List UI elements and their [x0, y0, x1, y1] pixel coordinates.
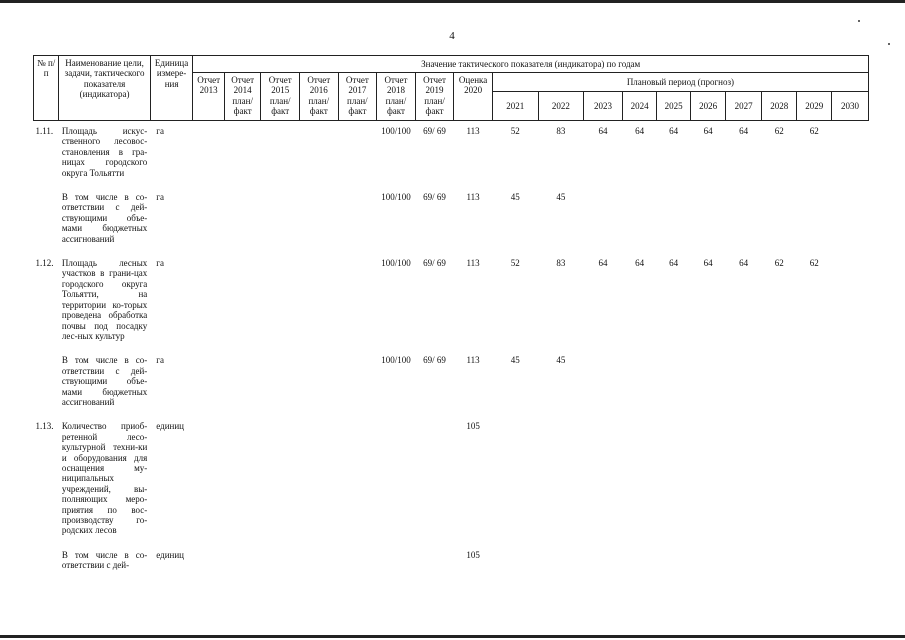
value-cell — [492, 546, 538, 581]
value-cell: 62 — [774, 258, 784, 269]
value-cell: 100/100 — [381, 126, 411, 136]
value-cell — [338, 351, 377, 417]
page-number: 4 — [449, 30, 455, 42]
value-cell — [193, 188, 224, 254]
unit-cell: единиц — [156, 421, 184, 432]
header-planning-group: Плановый период (прогноз) — [492, 73, 868, 92]
value-cell — [622, 188, 657, 254]
value-cell — [622, 351, 657, 417]
row-number — [34, 351, 59, 417]
header-plan-year: 2022 — [538, 92, 584, 121]
value-cell — [690, 351, 726, 417]
value-cell: 64 — [739, 126, 749, 136]
header-plan-year: 2024 — [622, 92, 657, 121]
indicator-table — [33, 55, 869, 581]
unit-cell: га — [156, 258, 164, 269]
indicator-name: Площадь лесных участков в грани-цах городского округа Тольятти, на территории ко-торых проведена обработка почвы под посадку лес-ных культур — [61, 258, 148, 341]
value-cell — [622, 417, 657, 545]
value-cell: 83 — [556, 126, 566, 136]
header-plan-year: 2027 — [726, 92, 762, 121]
value-cell — [193, 546, 224, 581]
header-num: № п/п — [34, 56, 59, 121]
value-cell — [261, 254, 300, 351]
table-row — [34, 188, 869, 254]
value-cell — [797, 546, 832, 581]
value-cell — [261, 121, 300, 189]
indicator-name: В том числе в со-ответствии с дей- — [61, 549, 148, 571]
value-cell — [584, 417, 623, 545]
value-cell: 64 — [703, 126, 713, 136]
value-cell: 69/ 69 — [423, 355, 446, 366]
value-cell — [193, 351, 224, 417]
table-row — [34, 417, 869, 545]
value-cell — [377, 417, 416, 545]
value-cell — [538, 546, 584, 581]
value-cell — [224, 417, 261, 545]
value-cell — [831, 546, 868, 581]
value-cell — [261, 188, 300, 254]
value-cell: 113 — [466, 126, 480, 136]
value-cell: 64 — [669, 126, 679, 136]
header-name: Наименование цели, задачи, тактического показателя (индикатора) — [59, 56, 150, 121]
header-report-col: Отчет 2019 план/ факт — [415, 73, 454, 121]
unit-cell: единиц — [156, 549, 184, 560]
value-cell: 105 — [466, 421, 480, 432]
row-number — [34, 188, 59, 254]
value-cell: 100/100 — [381, 355, 411, 366]
value-cell — [261, 417, 300, 545]
value-cell — [797, 417, 832, 545]
header-report-col: Отчет 2014 план/ факт — [224, 73, 261, 121]
value-cell: 62 — [774, 126, 784, 136]
value-cell — [300, 254, 339, 351]
header-plan-year: 2028 — [761, 92, 797, 121]
scan-edge-bottom — [0, 635, 905, 638]
indicator-name: В том числе в со-ответствии с дей-ствующими объе-мами бюджетных ассигнований — [61, 192, 148, 244]
table-body — [34, 121, 869, 581]
scan-edge-top — [0, 0, 905, 3]
scan-speck — [888, 43, 890, 45]
value-cell — [300, 417, 339, 545]
value-cell — [657, 351, 691, 417]
value-cell — [492, 417, 538, 545]
value-cell — [831, 121, 868, 189]
unit-cell: га — [156, 192, 164, 203]
value-cell: 64 — [598, 126, 608, 136]
value-cell — [831, 417, 868, 545]
value-cell: 45 — [510, 192, 520, 203]
value-cell: 45 — [510, 355, 520, 366]
indicator-name: В том числе в со-ответствии с дей-ствующими объе-мами бюджетных ассигнований — [61, 355, 148, 407]
value-cell — [761, 188, 797, 254]
value-cell — [584, 351, 623, 417]
unit-cell: га — [156, 355, 164, 366]
value-cell: 113 — [466, 355, 480, 366]
value-cell — [657, 417, 691, 545]
value-cell — [831, 254, 868, 351]
value-cell — [338, 254, 377, 351]
value-cell — [224, 188, 261, 254]
header-report-col: Отчет 2015 план/ факт — [261, 73, 300, 121]
value-cell: 64 — [739, 258, 749, 269]
indicator-name: Площадь искус-ственного лесовос-становления в гра-ницах городского округа Тольятти — [61, 126, 148, 178]
value-cell — [338, 546, 377, 581]
value-cell: 62 — [809, 126, 819, 136]
row-number: 1.13. — [35, 421, 54, 432]
value-cell: 64 — [635, 126, 645, 136]
header-plan-year: 2029 — [797, 92, 832, 121]
header-plan-year: 2030 — [831, 92, 868, 121]
value-cell: 69/ 69 — [423, 258, 446, 269]
value-cell — [726, 351, 762, 417]
value-cell — [690, 417, 726, 545]
value-cell — [300, 546, 339, 581]
value-cell: 64 — [635, 258, 645, 269]
value-cell: 105 — [466, 549, 480, 560]
indicator-name: Количество приоб-ретенной лесо-культурной техни-ки и оборудования для оснащения му-ниципальных учреждений, вы-полняющих меро-приятия по вос-производству го-родских лесов — [61, 421, 148, 536]
table-row — [34, 351, 869, 417]
table-row — [34, 254, 869, 351]
value-cell — [193, 121, 224, 189]
value-cell — [377, 546, 416, 581]
header-report-col: Отчет 2017 план/ факт — [338, 73, 377, 121]
value-cell: 52 — [510, 258, 520, 269]
header-plan-year: 2026 — [690, 92, 726, 121]
header-estimate-col: Оценка 2020 — [454, 73, 493, 121]
header-report-col: Отчет 2018 план/ факт — [377, 73, 416, 121]
value-cell — [261, 351, 300, 417]
value-cell — [657, 546, 691, 581]
value-cell — [690, 546, 726, 581]
value-cell: 52 — [510, 126, 520, 136]
value-cell: 64 — [669, 258, 679, 269]
value-cell — [193, 417, 224, 545]
value-cell — [657, 188, 691, 254]
value-cell — [538, 417, 584, 545]
value-cell — [761, 351, 797, 417]
value-cell — [415, 417, 454, 545]
header-unit: Единица измере-ния — [150, 56, 193, 121]
value-cell: 69/ 69 — [423, 192, 446, 203]
value-cell: 113 — [466, 192, 480, 203]
row-number: 1.11. — [35, 126, 54, 136]
value-cell — [224, 546, 261, 581]
header-plan-year: 2025 — [657, 92, 691, 121]
value-cell — [300, 351, 339, 417]
value-cell: 64 — [598, 258, 608, 269]
value-cell — [726, 546, 762, 581]
value-cell — [300, 188, 339, 254]
value-cell: 69/ 69 — [423, 126, 446, 136]
value-cell: 64 — [703, 258, 713, 269]
header-report-col: Отчет 2016 план/ факт — [300, 73, 339, 121]
value-cell — [584, 188, 623, 254]
value-cell — [797, 351, 832, 417]
value-cell — [622, 546, 657, 581]
value-cell — [415, 546, 454, 581]
value-cell: 45 — [556, 355, 566, 366]
value-cell — [831, 351, 868, 417]
row-number: 1.12. — [35, 258, 54, 269]
value-cell — [690, 188, 726, 254]
value-cell: 100/100 — [381, 258, 411, 269]
value-cell — [584, 546, 623, 581]
value-cell — [761, 417, 797, 545]
value-cell — [193, 254, 224, 351]
value-cell — [831, 188, 868, 254]
scan-speck — [858, 20, 860, 22]
value-cell — [761, 546, 797, 581]
value-cell: 113 — [466, 258, 480, 269]
header-values-group: Значение тактического показателя (индикатора) по годам — [193, 56, 869, 73]
value-cell — [338, 188, 377, 254]
value-cell: 62 — [809, 258, 819, 269]
value-cell — [224, 254, 261, 351]
value-cell — [338, 121, 377, 189]
value-cell — [300, 121, 339, 189]
table-header — [34, 56, 869, 121]
value-cell — [726, 188, 762, 254]
header-plan-year: 2021 — [492, 92, 538, 121]
header-plan-year: 2023 — [584, 92, 623, 121]
value-cell — [224, 351, 261, 417]
row-number — [34, 546, 59, 581]
value-cell — [797, 188, 832, 254]
value-cell: 100/100 — [381, 192, 411, 203]
table-row — [34, 546, 869, 581]
value-cell: 45 — [556, 192, 566, 203]
value-cell — [726, 417, 762, 545]
value-cell — [224, 121, 261, 189]
value-cell — [338, 417, 377, 545]
table-row — [34, 121, 869, 189]
header-report-col: Отчет 2013 — [193, 73, 224, 121]
unit-cell: га — [156, 126, 164, 136]
value-cell — [261, 546, 300, 581]
value-cell: 83 — [556, 258, 566, 269]
